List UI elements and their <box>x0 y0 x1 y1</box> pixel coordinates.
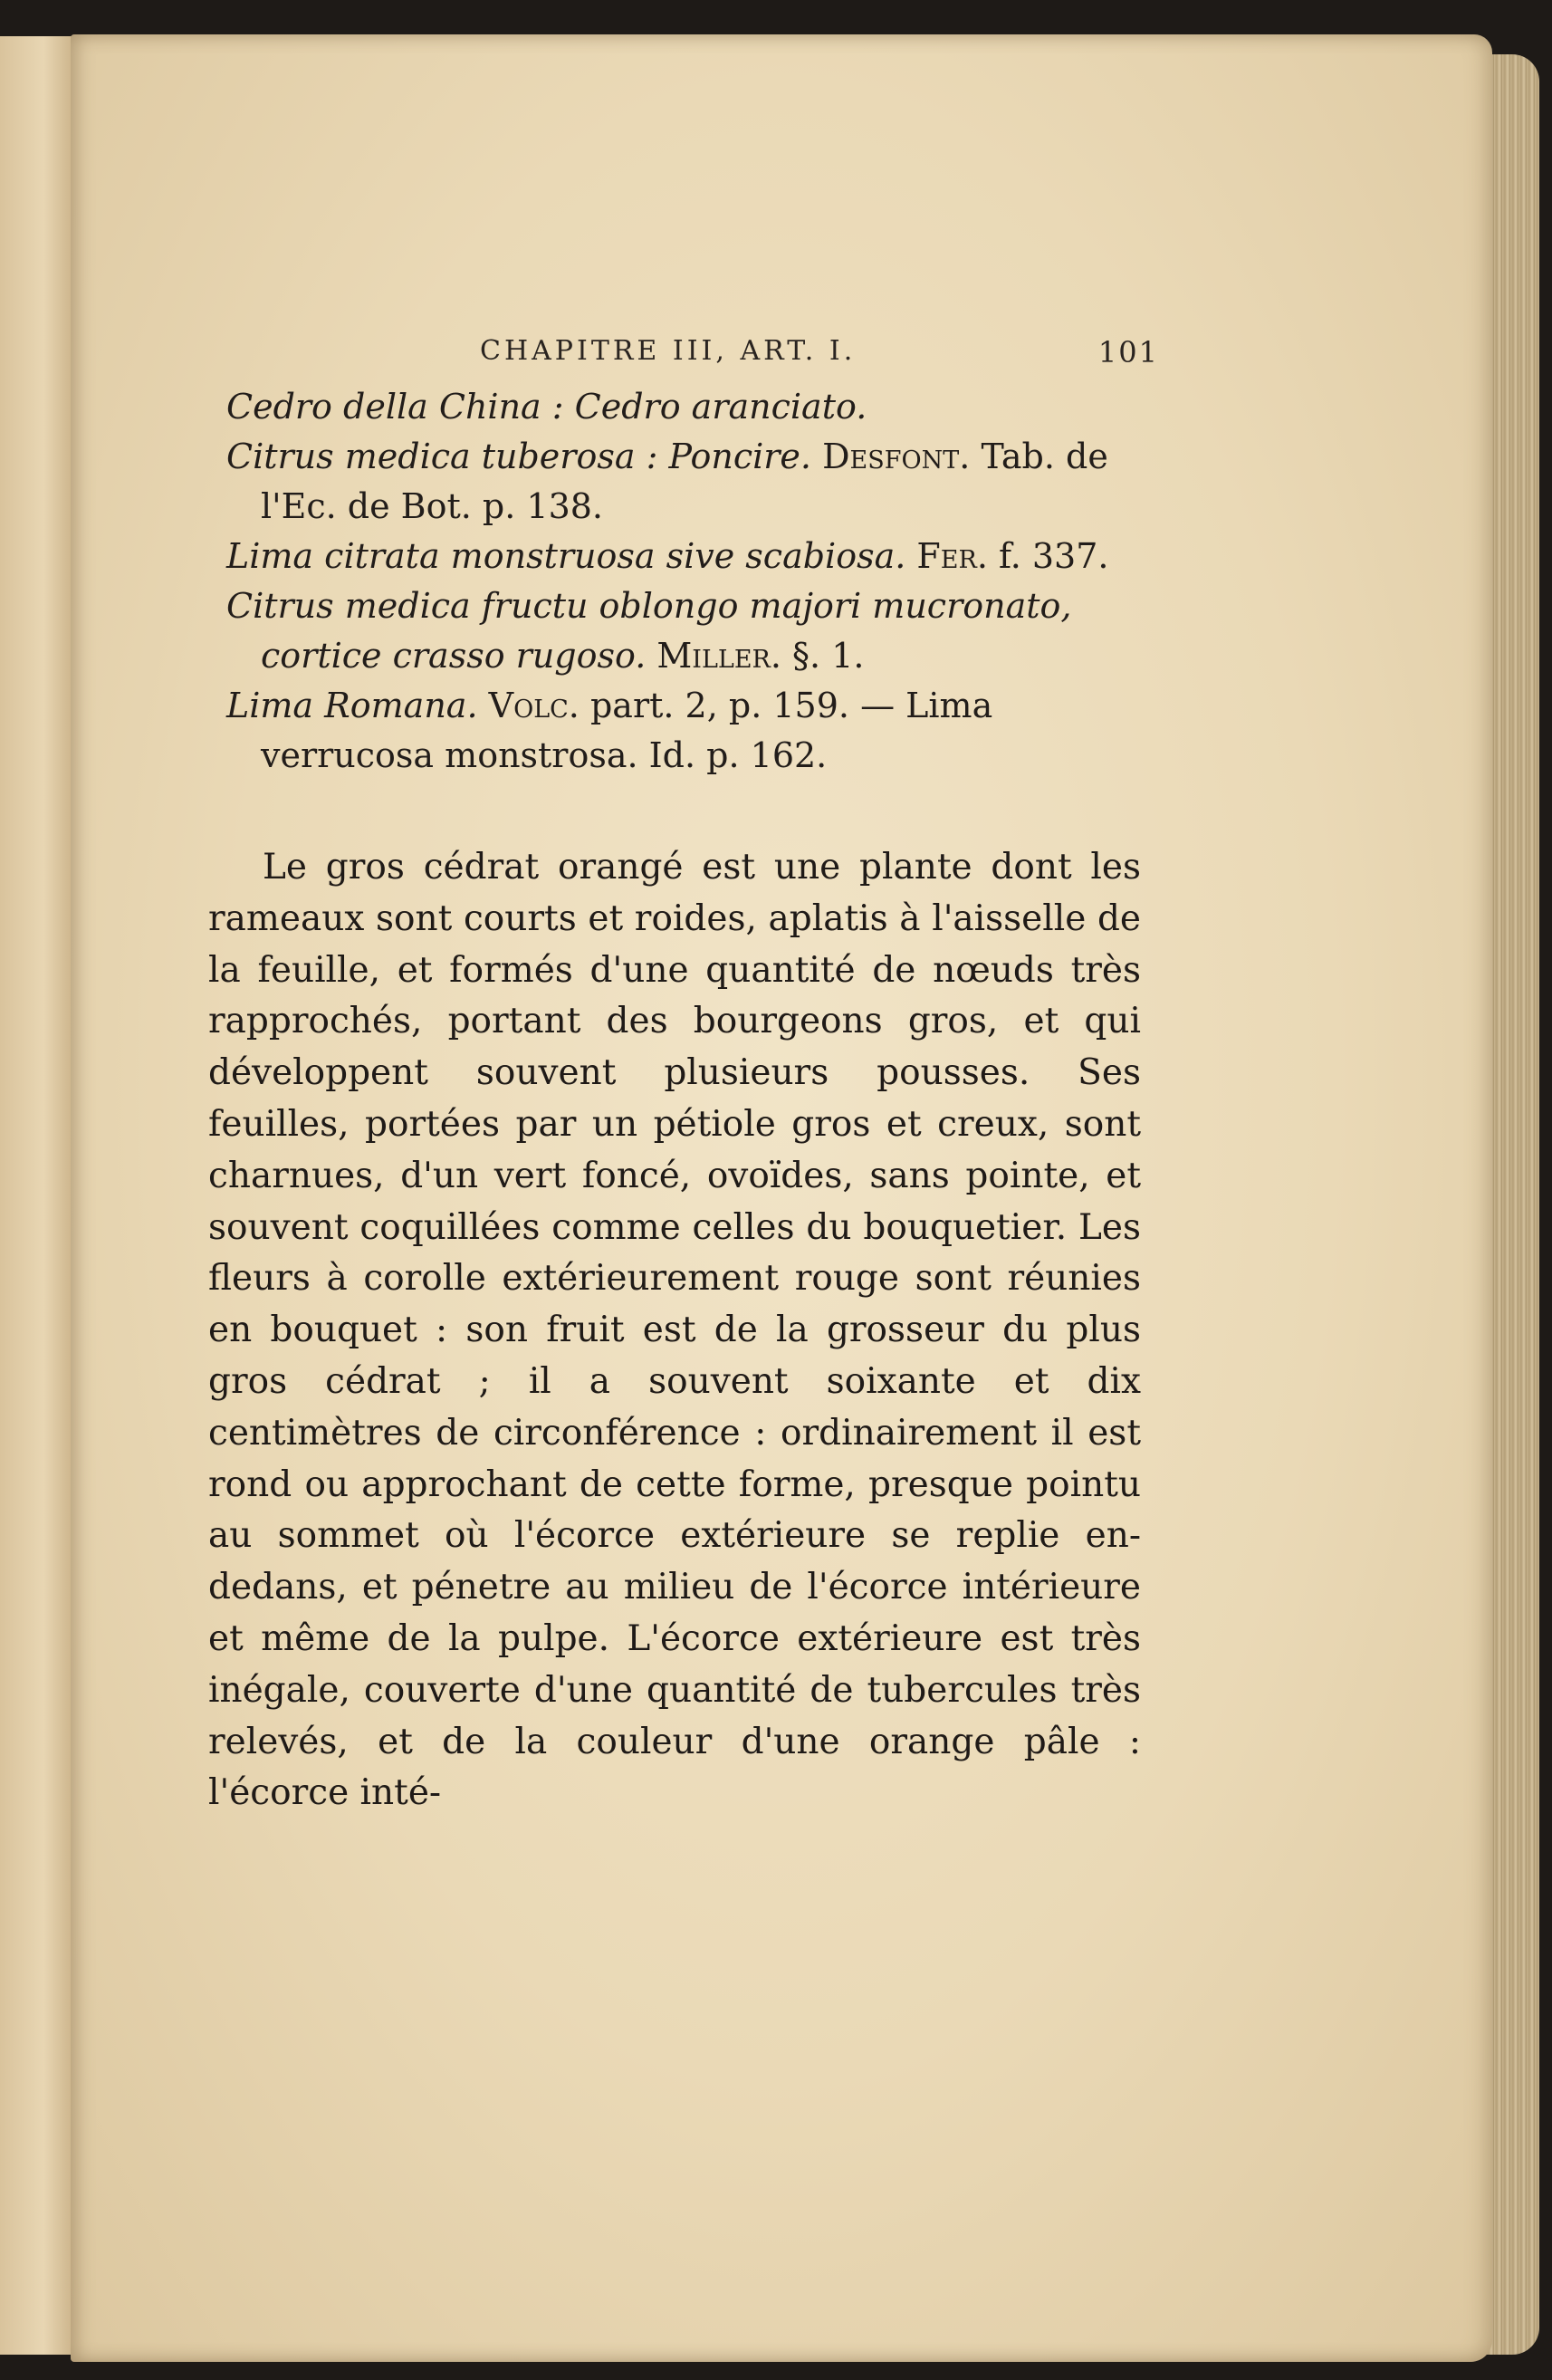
synonym-entry <box>226 532 1159 581</box>
synonym-entry <box>226 681 1159 781</box>
running-head <box>226 335 1159 380</box>
synonym-reference: Tab. de l'Ec. de Bot. p. 138. <box>261 437 1108 526</box>
synonym-author: Desfont. <box>822 437 971 476</box>
page-number: 101 <box>1097 335 1159 369</box>
synonym-author: Volc. <box>488 686 580 725</box>
synonym-name: Lima Romana. <box>226 686 478 725</box>
synonym-reference: f. 337. <box>999 536 1109 576</box>
synonym-author: Miller. <box>656 636 781 676</box>
left-page-edge <box>0 36 74 2355</box>
synonym-name: Citrus medica fructu oblongo majori mucronato, cortice crasso rugoso. <box>226 586 1072 676</box>
running-head-title: CHAPITRE III, ART. I. <box>480 335 857 367</box>
synonym-name: Cedro della China : Cedro aranciato. <box>226 387 867 427</box>
synonym-name: Citrus medica tuberosa : Poncire. <box>226 437 811 476</box>
synonym-reference: §. 1. <box>792 636 865 676</box>
synonym-entry <box>226 432 1159 532</box>
synonym-entry <box>226 581 1159 681</box>
synonym-author: Fer. <box>916 536 988 576</box>
synonym-entry <box>226 382 1159 432</box>
synonym-list <box>226 382 1159 781</box>
synonym-reference: part. 2, p. 159. — Lima verrucosa monstrosa. Id. p. 162. <box>261 686 993 775</box>
body-paragraph: Le gros cédrat orangé est une plante dont les rameaux sont courts et roides, aplatis à l'aisselle de la feuille, et formés d'une quantité de nœuds très rapprochés, portant des bourgeons gros, et qui développent souvent plusieurs pousses. Ses feuilles, portées par un pétiole gros et creux, sont charnues, d'un vert foncé, ovoïdes, sans pointe, et souvent coquillées comme celles du bouquetier. Les fleurs à corolle extérieurement rouge sont réunies en bouquet : son fruit est de la grosseur du plus gros cédrat ; il a souvent soixante et dix centimètres de circonférence : ordinairement il est rond ou approchant de cette forme, presque pointu au sommet où l'écorce extérieure se replie en-dedans, et pénetre au milieu de l'écorce intérieure et même de la pulpe. L'écorce extérieure est très inégale, couverte d'une quantité de tubercules très relevés, et de la couleur d'une orange pâle : l'écorce inté- <box>208 847 1141 1814</box>
synonym-name: Lima citrata monstruosa sive scabiosa. <box>226 536 906 576</box>
